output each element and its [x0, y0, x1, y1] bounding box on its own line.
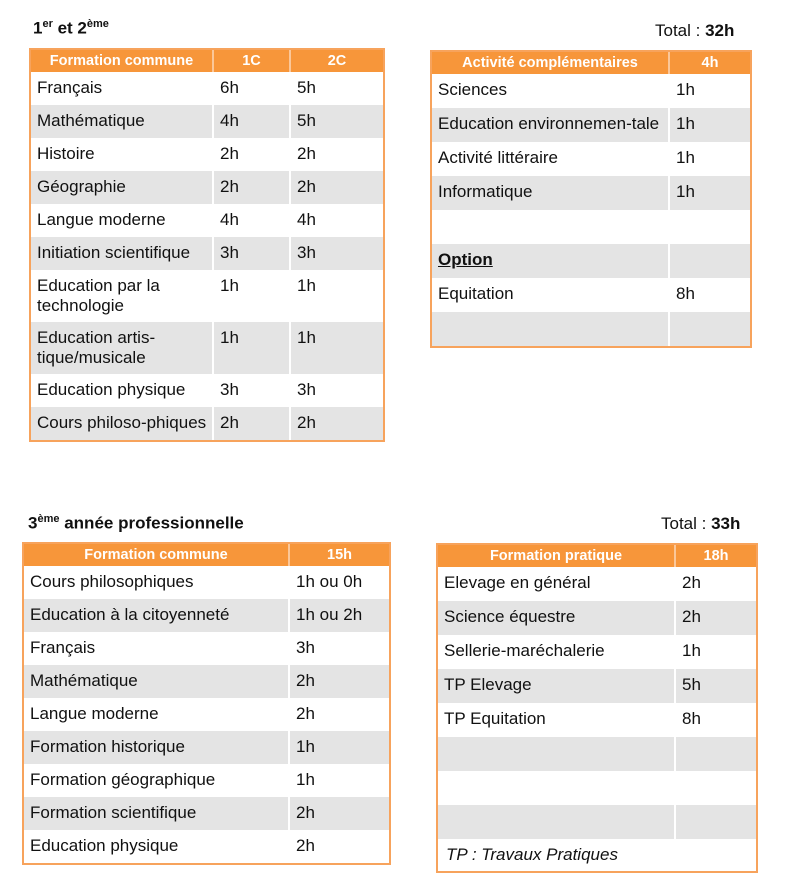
row-label: Formation scientifique: [24, 797, 290, 830]
row-label: Education environnemen-tale: [432, 108, 670, 142]
table-note: TP : Travaux Pratiques: [446, 845, 618, 864]
table-row: [31, 407, 383, 440]
row-label: [438, 805, 676, 839]
row-value: 1h: [676, 148, 695, 167]
table-row: [31, 72, 383, 105]
table-row: [438, 737, 756, 771]
row-value: 2h: [297, 177, 316, 196]
row-label: Option: [432, 244, 670, 278]
row-value: 3h: [214, 374, 291, 407]
table-row: [438, 669, 756, 703]
heading-text: année professionnelle: [59, 513, 244, 533]
table-formation-pratique: [436, 543, 758, 873]
row-value: 4h: [214, 204, 291, 237]
heading-text: 1: [33, 18, 43, 38]
row-label: Education par la technologie: [31, 270, 214, 322]
table-row: [24, 797, 389, 830]
header-cell: 4h: [701, 55, 719, 71]
row-value: 1h: [676, 114, 695, 133]
row-label: Education artis-tique/musicale: [31, 322, 214, 374]
section2-heading: [28, 513, 244, 534]
table-body: [438, 567, 756, 839]
row-value: [676, 771, 756, 805]
row-value: 2h: [296, 803, 315, 822]
table-row: [31, 237, 383, 270]
table-row: [432, 244, 750, 278]
table-row: [31, 374, 383, 407]
table-body: [432, 74, 750, 346]
table-row: [24, 731, 389, 764]
table-row: [438, 703, 756, 737]
row-value: 1h: [214, 270, 291, 322]
table-row: [24, 698, 389, 731]
row-label: Mathématique: [31, 105, 214, 138]
table-header: [432, 52, 750, 74]
row-value: 5h: [297, 111, 316, 130]
table-row: [24, 830, 389, 863]
heading-text: et 2: [52, 18, 87, 38]
table-header: [24, 544, 389, 566]
heading-sup: ème: [37, 513, 60, 525]
row-value: 1h: [296, 770, 315, 789]
row-label: [438, 737, 676, 771]
table-activites-complementaires: [430, 50, 752, 348]
row-value: 2h: [214, 407, 291, 440]
table-row: [432, 108, 750, 142]
header-cell: 2C: [327, 53, 347, 69]
total-value: 33h: [711, 514, 741, 533]
row-value: 6h: [214, 72, 291, 105]
section1-total: [655, 21, 734, 41]
table-row: [438, 771, 756, 805]
table-row: [438, 635, 756, 669]
row-value: 8h: [676, 284, 695, 303]
section1-heading: [33, 18, 109, 39]
table-row: [24, 665, 389, 698]
row-label: [438, 771, 676, 805]
row-label: Français: [31, 72, 214, 105]
row-value: 3h: [296, 638, 315, 657]
row-label: Cours philosophiques: [24, 566, 290, 599]
row-value: 1h: [676, 80, 695, 99]
table-row: [438, 805, 756, 839]
row-label: TP Elevage: [438, 669, 676, 703]
header-cell: 1C: [214, 50, 291, 72]
table-row: [432, 176, 750, 210]
row-value: 1h ou 0h: [296, 572, 363, 591]
row-value: [670, 210, 750, 244]
total-value: 32h: [705, 21, 735, 40]
row-value: 2h: [297, 413, 316, 432]
row-value: 1h: [676, 182, 695, 201]
row-label: Sciences: [432, 74, 670, 108]
row-value: 1h: [682, 641, 701, 660]
row-label: Histoire: [31, 138, 214, 171]
table-row: [432, 312, 750, 346]
table-header: [31, 50, 383, 72]
table-row: [438, 567, 756, 601]
row-label: Français: [24, 632, 290, 665]
row-label: [432, 210, 670, 244]
row-value: [670, 312, 750, 346]
row-label: Science équestre: [438, 601, 676, 635]
total-label: Total :: [655, 21, 706, 40]
row-value: 2h: [297, 144, 316, 163]
row-value: 2h: [682, 607, 701, 626]
row-label: Education physique: [24, 830, 290, 863]
row-label: Informatique: [432, 176, 670, 210]
row-value: 5h: [682, 675, 701, 694]
row-value: 3h: [214, 237, 291, 270]
table-row: [432, 74, 750, 108]
row-label: Equitation: [432, 278, 670, 312]
row-value: 1h: [296, 737, 315, 756]
row-label: TP Equitation: [438, 703, 676, 737]
header-cell: Activité complémentaires: [432, 52, 670, 74]
row-value: 2h: [214, 138, 291, 171]
table-row: [438, 601, 756, 635]
header-cell: 18h: [703, 548, 729, 564]
header-cell: 15h: [327, 547, 352, 563]
header-cell: Formation commune: [31, 50, 214, 72]
row-value: 4h: [214, 105, 291, 138]
table-row: [432, 210, 750, 244]
header-cell: Formation commune: [24, 544, 290, 566]
row-value: 4h: [297, 210, 316, 229]
table-formation-commune-2: [22, 542, 391, 865]
heading-sup: er: [42, 18, 53, 30]
row-value: 1h ou 2h: [296, 605, 363, 624]
row-label: Mathématique: [24, 665, 290, 698]
table-row: [24, 764, 389, 797]
table-header: [438, 545, 756, 567]
table-body: [24, 566, 389, 863]
table-body: [31, 72, 383, 440]
table-row: [24, 566, 389, 599]
row-value: 2h: [214, 171, 291, 204]
row-value: [676, 737, 756, 771]
row-value: 1h: [297, 276, 316, 295]
row-value: 1h: [297, 328, 316, 347]
table-row: [432, 142, 750, 176]
row-value: 3h: [297, 243, 316, 262]
row-value: 3h: [297, 380, 316, 399]
table-row: [432, 278, 750, 312]
table-note-row: [438, 839, 756, 871]
row-value: 2h: [682, 573, 701, 592]
row-label: Langue moderne: [24, 698, 290, 731]
row-label: Education physique: [31, 374, 214, 407]
row-label: Initiation scientifique: [31, 237, 214, 270]
table-row: [24, 632, 389, 665]
row-value: [670, 244, 750, 278]
section2-total: [661, 514, 740, 534]
row-label: Elevage en général: [438, 567, 676, 601]
row-label: Géographie: [31, 171, 214, 204]
row-label: Formation historique: [24, 731, 290, 764]
row-label: Activité littéraire: [432, 142, 670, 176]
table-row: [31, 138, 383, 171]
row-label: Sellerie-maréchalerie: [438, 635, 676, 669]
total-label: Total :: [661, 514, 712, 533]
row-value: [676, 805, 756, 839]
row-value: 2h: [296, 836, 315, 855]
row-label: Langue moderne: [31, 204, 214, 237]
row-value: 2h: [296, 704, 315, 723]
row-value: 2h: [296, 671, 315, 690]
header-cell: Formation pratique: [438, 545, 676, 567]
table-formation-commune-1: [29, 48, 385, 442]
table-row: [31, 270, 383, 322]
row-value: 8h: [682, 709, 701, 728]
table-row: [31, 322, 383, 374]
row-label: Formation géographique: [24, 764, 290, 797]
table-row: [24, 599, 389, 632]
row-value: 1h: [214, 322, 291, 374]
row-value: 5h: [297, 78, 316, 97]
heading-text: 3: [28, 513, 38, 533]
table-row: [31, 171, 383, 204]
heading-sup: ème: [86, 18, 109, 30]
table-row: [31, 105, 383, 138]
table-row: [31, 204, 383, 237]
row-label: Education à la citoyenneté: [24, 599, 290, 632]
row-label: Cours philoso-phiques: [31, 407, 214, 440]
row-label: [432, 312, 670, 346]
